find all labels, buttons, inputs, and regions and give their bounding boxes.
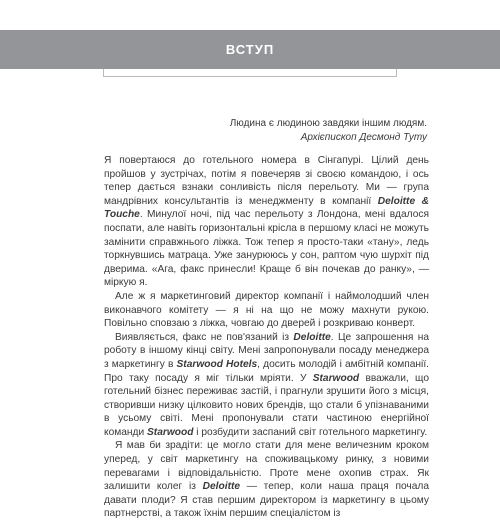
header-bracket-divider	[103, 69, 397, 77]
text-run: . Це запрошення на роботу в іншому кінці світу. Мені запропонували посаду менеджера з маркетингу в	[104, 331, 429, 370]
body-paragraph	[104, 290, 429, 331]
text-run: . Минулої ночі, під час перельоту з Лондона, мені вдалося поспати, але навіть горизонтальні крісла в першому класі не можуть замінити справжнього ліжка. Тож тепер я просто-таки «тану», ледь торкнувшись матраца. Уже занурююсь у сон, раптом чую шурхіт під дверима. «Ага, факс принесли! Краще б він почекав до ранку», — міркую я.	[104, 209, 429, 289]
brand-name: Deloitte	[293, 331, 331, 343]
brand-name: Deloitte & Touche	[104, 195, 429, 221]
text-run: і розбудити заспаний світ готельного маркетингу.	[193, 426, 428, 438]
brand-name: Starwood	[312, 372, 360, 384]
epigraph	[150, 117, 427, 145]
text-run: Я повертаюся до готельного номера в Сінгапурі. Цілий день пройшов у зустрічах, потім я повечеряв зі своєю командою, і ось тепер дається взнаки сонливість після перельоту. Ми — група мандрівних консультантів із менеджменту в компанії	[104, 155, 429, 207]
text-run: Але ж я маркетинговий директор компанії і наймолодший член виконавчого комітету — я ні на що не можу махнути рукою. Повільно сповзаю з ліжка, човгаю до дверей і розкриваю конверт.	[104, 290, 429, 330]
body-paragraph	[104, 331, 429, 440]
chapter-header-band	[0, 30, 500, 69]
text-run: Я мав би зрадіти: це могло стати для мене величезним кроком уперед, у світ маркетингу на споживацькому ринку, з новими перевагами і відповідальністю. Проте мене охопив страх. Як залишити колег із	[104, 440, 429, 493]
brand-name: Starwood	[147, 426, 194, 438]
text-run: вважали, що готельний бізнес переживає застій, і прагнули зрушити його з місця, створивши низку цілковито нових брендів, що стали б упізнаваними в усьому світі. Мені пропонували стати частиною енергійної команди	[104, 372, 429, 438]
body-text	[104, 154, 429, 521]
text-run: , досить молодій і амбітній компанії. Про таку посаду я міг тільки мріяти. У	[104, 358, 429, 384]
text-run: Виявляється, факс не пов'язаний із	[115, 331, 294, 343]
chapter-title: ВСТУП	[225, 42, 275, 57]
text-run: — тепер, коли наша праця почала давати плоди? Я став першим директором із маркетингу в цьому партнерстві, а також їхнім першим спеціалістом із	[104, 481, 429, 520]
body-paragraph	[104, 154, 429, 290]
brand-name: Starwood Hotels	[176, 358, 258, 370]
epigraph-quote: Людина є людиною завдяки іншим людям.	[229, 118, 427, 129]
body-paragraph	[104, 439, 429, 521]
brand-name: Deloitte	[202, 481, 241, 493]
epigraph-author: Архієпископ Десмонд Туту	[300, 132, 427, 143]
